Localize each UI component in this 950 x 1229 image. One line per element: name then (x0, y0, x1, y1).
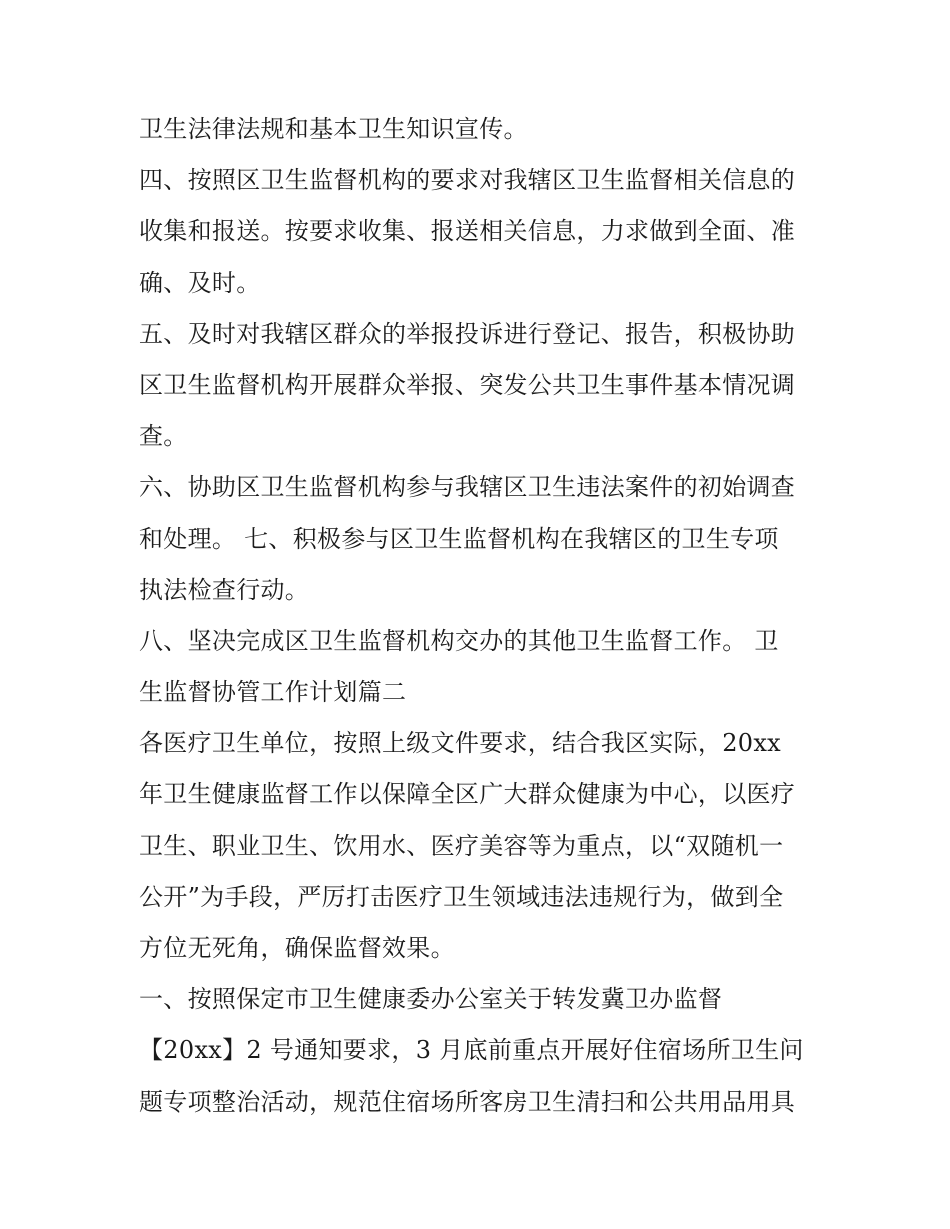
text-line: 卫生、职业卫生、饮用水、医疗美容等为重点，以“双随机一 (139, 831, 784, 860)
text-line: 和处理。 七、积极参与区卫生监督机构在我辖区的卫生专项 (139, 524, 779, 553)
text-line: 一、按照保定市卫生健康委办公室关于转发冀卫办监督 (139, 985, 723, 1014)
text-line: 各医疗卫生单位，按照上级文件要求，结合我区实际，20xx (139, 729, 782, 758)
text-line: 年卫生健康监督工作以保障全区广大群众健康为中心，以医疗 (139, 780, 796, 809)
text-line: 查。 (139, 422, 188, 451)
text-line: 确、及时。 (139, 268, 261, 297)
body-text (139, 104, 829, 1128)
text-line: 方位无死角，确保监督效果。 (139, 934, 455, 962)
text-line: 五、及时对我辖区群众的举报投诉进行登记、报告，积极协助 (139, 319, 796, 348)
text-line: 执法检查行动。 (139, 575, 310, 604)
text-line: 卫生法律法规和基本卫生知识宣传。 (139, 115, 528, 143)
text-line: 公开”为手段，严厉打击医疗卫生领域违法违规行为，做到全 (139, 882, 784, 911)
text-line: 收集和报送。按要求收集、报送相关信息，力求做到全面、准 (139, 217, 796, 246)
text-line: 区卫生监督机构开展群众举报、突发公共卫生事件基本情况调 (139, 370, 796, 399)
text-line: 题专项整治活动，规范住宿场所客房卫生清扫和公共用品用具 (139, 1087, 796, 1116)
text-line: 八、坚决完成区卫生监督机构交办的其他卫生监督工作。 卫 (139, 626, 779, 655)
text-line: 四、按照区卫生监督机构的要求对我辖区卫生监督相关信息的 (139, 166, 796, 195)
text-line: 【20xx】2 号通知要求，3 月底前重点开展好住宿场所卫生问 (139, 1036, 804, 1065)
text-line: 生监督协管工作计划篇二 (139, 678, 407, 707)
text-line: 六、协助区卫生监督机构参与我辖区卫生违法案件的初始调查 (139, 473, 796, 502)
